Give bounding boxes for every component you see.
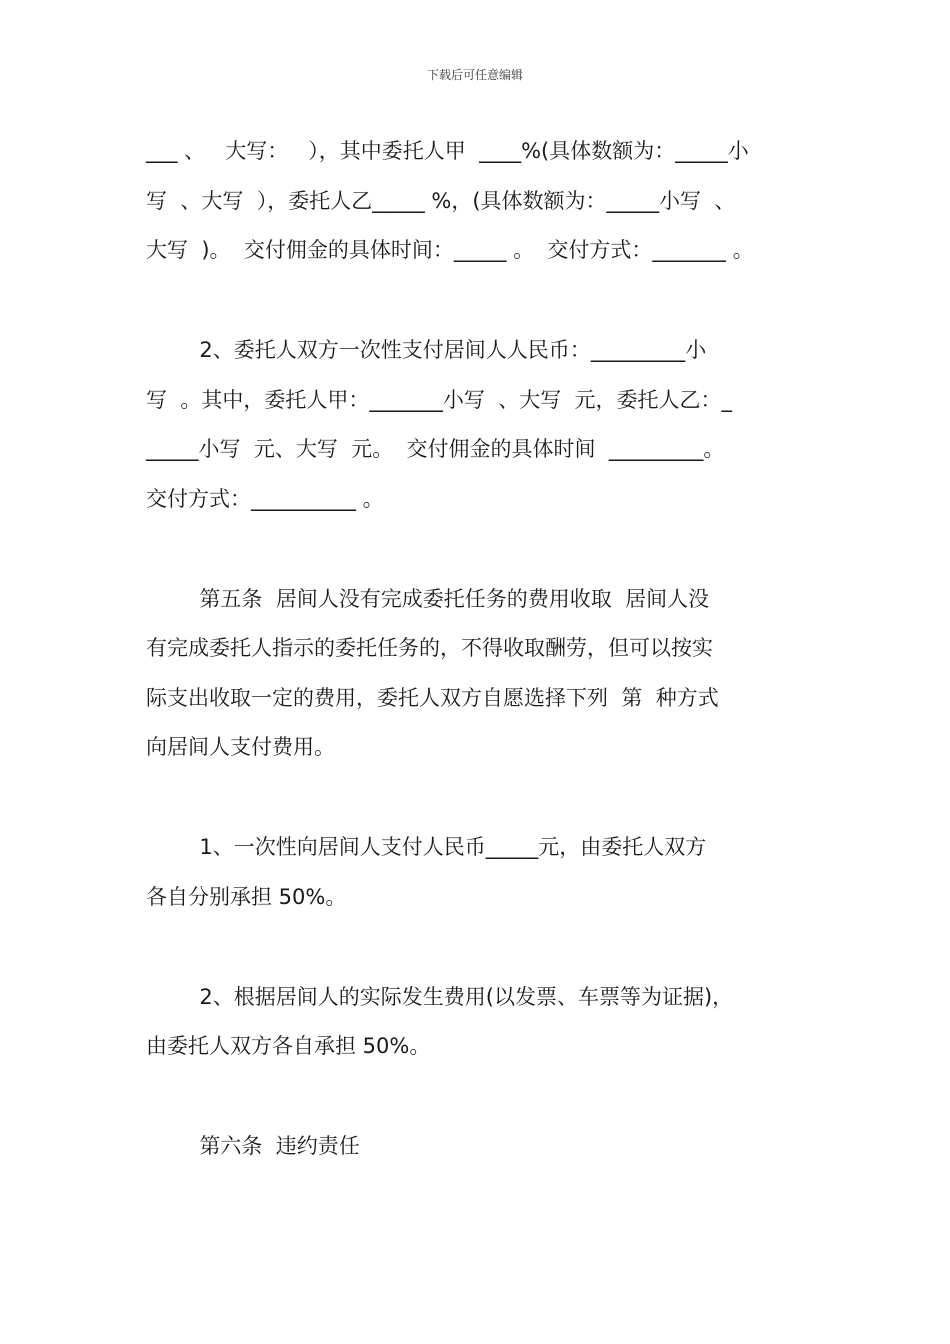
- body-line: 1、一次性向居间人支付人民币_____元，由委托人双方: [146, 835, 707, 859]
- body-line: 写 、大写 ），委托人乙_____ %，(具体数额为：_____小写 、: [146, 189, 736, 213]
- body-line: 2、根据居间人的实际发生费用(以发票、车票等为证据)，: [146, 985, 734, 1009]
- body-line: 2、委托人双方一次性支付居间人人民币：_________小: [146, 338, 707, 362]
- body-line: 向居间人支付费用。: [146, 735, 335, 759]
- body-line: 大写 )。 交付佣金的具体时间：_____ 。 交付方式：_______ 。: [146, 238, 754, 262]
- article-6-heading: 第六条 违约责任: [146, 1134, 360, 1158]
- body-line: 有完成委托人指示的委托任务的，不得收取酬劳，但可以按实: [146, 636, 713, 660]
- body-line: 各自分别承担 50%。: [146, 885, 347, 909]
- body-line: ___ 、 大写： ），其中委托人甲 ____%(具体数额为：_____小: [146, 139, 749, 163]
- page-header: 下载后可任意编辑: [426, 68, 523, 82]
- body-line: _____小写 元、大写 元。 交付佣金的具体时间 _________。: [146, 437, 725, 461]
- article-5-heading-line: 第五条 居间人没有完成委托任务的费用收取 居间人没: [146, 587, 710, 611]
- body-line: 际支出收取一定的费用，委托人双方自愿选择下列 第 种方式: [146, 686, 719, 710]
- body-line: 交付方式：__________ 。: [146, 487, 384, 511]
- body-line: 由委托人双方各自承担 50%。: [146, 1034, 431, 1058]
- body-line: 写 。其中，委托人甲：_______小写 、大写 元，委托人乙：_: [146, 388, 733, 412]
